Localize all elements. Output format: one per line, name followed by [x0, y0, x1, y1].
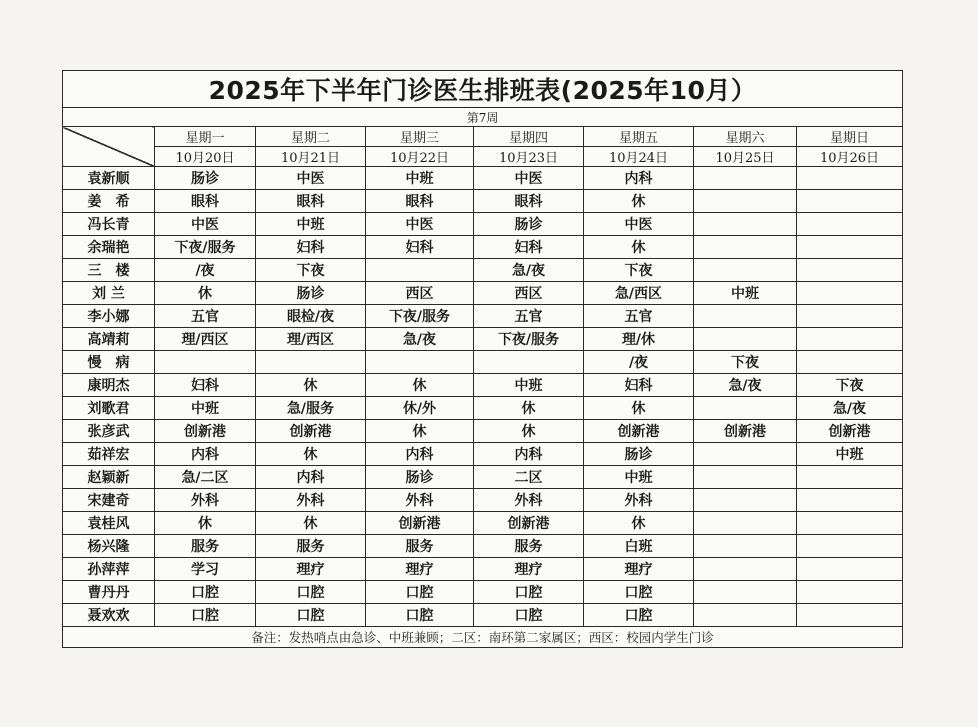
- table-row: [63, 535, 903, 558]
- shift-cell: 眼科: [256, 190, 366, 213]
- date-header: 10月26日: [797, 147, 903, 167]
- table-row: [63, 190, 903, 213]
- date-header: 10月20日: [155, 147, 256, 167]
- weekday-header: 星期一: [155, 127, 256, 147]
- doctor-name: 余瑞艳: [63, 236, 155, 259]
- shift-cell: 创新港: [366, 512, 474, 535]
- date-header: 10月24日: [584, 147, 694, 167]
- table-row: [63, 236, 903, 259]
- weekday-header: 星期三: [366, 127, 474, 147]
- shift-cell: 创新港: [256, 420, 366, 443]
- shift-cell: 急/服务: [256, 397, 366, 420]
- shift-cell: [155, 351, 256, 374]
- shift-cell: 理/西区: [256, 328, 366, 351]
- shift-cell: 中班: [256, 213, 366, 236]
- shift-cell: [797, 305, 903, 328]
- shift-cell: [797, 512, 903, 535]
- shift-cell: 眼检/夜: [256, 305, 366, 328]
- weekday-header: 星期五: [584, 127, 694, 147]
- shift-cell: 服务: [366, 535, 474, 558]
- doctor-name: 康明杰: [63, 374, 155, 397]
- table-row: [63, 466, 903, 489]
- shift-cell: [694, 167, 797, 190]
- shift-cell: 外科: [474, 489, 584, 512]
- doctor-name: 刘歌君: [63, 397, 155, 420]
- shift-cell: 休: [474, 397, 584, 420]
- shift-cell: 白班: [584, 535, 694, 558]
- shift-cell: 口腔: [256, 604, 366, 627]
- shift-cell: 口腔: [155, 604, 256, 627]
- shift-cell: 妇科: [584, 374, 694, 397]
- shift-cell: 休: [584, 190, 694, 213]
- table-row: [63, 512, 903, 535]
- shift-cell: 外科: [366, 489, 474, 512]
- shift-cell: 中医: [155, 213, 256, 236]
- shift-cell: 休/外: [366, 397, 474, 420]
- shift-cell: 急/夜: [797, 397, 903, 420]
- shift-cell: 理疗: [474, 558, 584, 581]
- date-header: 10月21日: [256, 147, 366, 167]
- shift-cell: 中医: [366, 213, 474, 236]
- weekday-header: 星期二: [256, 127, 366, 147]
- doctor-name: 聂欢欢: [63, 604, 155, 627]
- shift-cell: 理/休: [584, 328, 694, 351]
- shift-cell: 创新港: [694, 420, 797, 443]
- shift-cell: 休: [584, 512, 694, 535]
- table-row: [63, 558, 903, 581]
- shift-cell: 肠诊: [256, 282, 366, 305]
- shift-cell: [366, 351, 474, 374]
- shift-cell: [694, 213, 797, 236]
- shift-cell: 眼科: [366, 190, 474, 213]
- date-header: 10月25日: [694, 147, 797, 167]
- doctor-name: 李小娜: [63, 305, 155, 328]
- date-header: 10月23日: [474, 147, 584, 167]
- table-row: [63, 581, 903, 604]
- weekday-header: 星期四: [474, 127, 584, 147]
- shift-cell: [474, 351, 584, 374]
- shift-cell: 口腔: [584, 581, 694, 604]
- shift-cell: 休: [155, 282, 256, 305]
- shift-cell: 肠诊: [474, 213, 584, 236]
- shift-cell: 肠诊: [584, 443, 694, 466]
- shift-cell: [797, 328, 903, 351]
- shift-cell: 急/夜: [694, 374, 797, 397]
- shift-cell: 二区: [474, 466, 584, 489]
- weekday-header: 星期六: [694, 127, 797, 147]
- shift-cell: [797, 535, 903, 558]
- shift-cell: 急/夜: [366, 328, 474, 351]
- shift-cell: 口腔: [155, 581, 256, 604]
- shift-cell: 下夜/服务: [155, 236, 256, 259]
- shift-cell: [797, 558, 903, 581]
- shift-cell: 内科: [366, 443, 474, 466]
- schedule-table: [62, 70, 903, 648]
- table-row: [63, 604, 903, 627]
- shift-cell: 中班: [155, 397, 256, 420]
- shift-cell: [694, 236, 797, 259]
- shift-cell: /夜: [584, 351, 694, 374]
- shift-cell: 下夜: [694, 351, 797, 374]
- shift-cell: 急/夜: [474, 259, 584, 282]
- shift-cell: 五官: [474, 305, 584, 328]
- shift-cell: [694, 328, 797, 351]
- shift-cell: 理/西区: [155, 328, 256, 351]
- table-row: [63, 259, 903, 282]
- table-row: [63, 397, 903, 420]
- shift-cell: 五官: [584, 305, 694, 328]
- week-label: 第7周: [63, 108, 903, 127]
- shift-cell: 创新港: [155, 420, 256, 443]
- table-row: [63, 443, 903, 466]
- shift-cell: 服务: [155, 535, 256, 558]
- shift-cell: 创新港: [797, 420, 903, 443]
- shift-cell: 西区: [474, 282, 584, 305]
- shift-cell: 下夜: [584, 259, 694, 282]
- shift-cell: 外科: [155, 489, 256, 512]
- shift-cell: 内科: [155, 443, 256, 466]
- shift-cell: [256, 351, 366, 374]
- shift-cell: 休: [256, 512, 366, 535]
- shift-cell: 下夜/服务: [366, 305, 474, 328]
- shift-cell: 中班: [797, 443, 903, 466]
- shift-cell: 创新港: [474, 512, 584, 535]
- shift-cell: 西区: [366, 282, 474, 305]
- shift-cell: 内科: [256, 466, 366, 489]
- shift-cell: 口腔: [256, 581, 366, 604]
- shift-cell: 口腔: [584, 604, 694, 627]
- doctor-name: 杨兴隆: [63, 535, 155, 558]
- table-row: [63, 374, 903, 397]
- weekday-header: 星期日: [797, 127, 903, 147]
- shift-cell: 妇科: [366, 236, 474, 259]
- table-row: [63, 489, 903, 512]
- shift-cell: 休: [366, 420, 474, 443]
- shift-cell: 内科: [474, 443, 584, 466]
- shift-cell: [797, 213, 903, 236]
- doctor-name: 袁桂风: [63, 512, 155, 535]
- table-row: [63, 305, 903, 328]
- shift-cell: [797, 581, 903, 604]
- shift-cell: 中班: [366, 167, 474, 190]
- shift-cell: [694, 443, 797, 466]
- shift-cell: 理疗: [366, 558, 474, 581]
- shift-cell: [366, 259, 474, 282]
- shift-cell: [694, 397, 797, 420]
- shift-cell: [797, 351, 903, 374]
- doctor-name: 茹祥宏: [63, 443, 155, 466]
- shift-cell: [694, 604, 797, 627]
- table-title: 2025年下半年门诊医生排班表(2025年10月）: [63, 71, 903, 108]
- shift-cell: 理疗: [256, 558, 366, 581]
- shift-cell: [797, 259, 903, 282]
- shift-cell: [694, 489, 797, 512]
- header-corner: [63, 127, 155, 167]
- shift-cell: 外科: [256, 489, 366, 512]
- table-row: [63, 351, 903, 374]
- shift-cell: 下夜: [797, 374, 903, 397]
- doctor-name: 三 楼: [63, 259, 155, 282]
- doctor-name: 赵颖新: [63, 466, 155, 489]
- shift-cell: 休: [584, 236, 694, 259]
- shift-cell: [694, 581, 797, 604]
- shift-cell: /夜: [155, 259, 256, 282]
- shift-cell: [797, 489, 903, 512]
- doctor-name: 姜 希: [63, 190, 155, 213]
- shift-cell: [694, 305, 797, 328]
- doctor-name: 宋建奇: [63, 489, 155, 512]
- shift-cell: 妇科: [155, 374, 256, 397]
- shift-cell: 休: [256, 374, 366, 397]
- shift-cell: 中医: [584, 213, 694, 236]
- shift-cell: 中班: [584, 466, 694, 489]
- table-row: [63, 420, 903, 443]
- shift-cell: 下夜: [256, 259, 366, 282]
- shift-cell: 肠诊: [366, 466, 474, 489]
- shift-cell: 休: [584, 397, 694, 420]
- table-row: [63, 282, 903, 305]
- shift-cell: [797, 282, 903, 305]
- shift-cell: 中班: [474, 374, 584, 397]
- shift-cell: 服务: [474, 535, 584, 558]
- shift-cell: [694, 558, 797, 581]
- table-row: [63, 213, 903, 236]
- shift-cell: 学习: [155, 558, 256, 581]
- shift-cell: 下夜/服务: [474, 328, 584, 351]
- shift-cell: [694, 190, 797, 213]
- shift-cell: 肠诊: [155, 167, 256, 190]
- shift-cell: [694, 466, 797, 489]
- doctor-name: 高靖莉: [63, 328, 155, 351]
- shift-cell: 内科: [584, 167, 694, 190]
- shift-cell: 休: [474, 420, 584, 443]
- shift-cell: 理疗: [584, 558, 694, 581]
- shift-cell: 中医: [256, 167, 366, 190]
- shift-cell: 妇科: [256, 236, 366, 259]
- shift-cell: [797, 604, 903, 627]
- shift-cell: [797, 466, 903, 489]
- shift-cell: 口腔: [366, 604, 474, 627]
- shift-cell: 休: [256, 443, 366, 466]
- shift-cell: [694, 535, 797, 558]
- table-row: [63, 328, 903, 351]
- doctor-name: 曹丹丹: [63, 581, 155, 604]
- shift-cell: 妇科: [474, 236, 584, 259]
- date-header: 10月22日: [366, 147, 474, 167]
- shift-cell: 眼科: [155, 190, 256, 213]
- doctor-name: 刘 兰: [63, 282, 155, 305]
- table-row: [63, 167, 903, 190]
- shift-cell: [797, 167, 903, 190]
- shift-cell: 口腔: [366, 581, 474, 604]
- doctor-name: 冯长青: [63, 213, 155, 236]
- doctor-name: 张彦武: [63, 420, 155, 443]
- shift-cell: [797, 236, 903, 259]
- shift-cell: 急/二区: [155, 466, 256, 489]
- shift-cell: 急/西区: [584, 282, 694, 305]
- footnote: 备注：发热哨点由急诊、中班兼顾；二区：南环第二家属区；西区：校园内学生门诊: [63, 627, 903, 648]
- doctor-name: 袁新顺: [63, 167, 155, 190]
- shift-cell: 眼科: [474, 190, 584, 213]
- shift-cell: 休: [366, 374, 474, 397]
- doctor-name: 孙萍萍: [63, 558, 155, 581]
- shift-cell: 中班: [694, 282, 797, 305]
- shift-cell: [797, 190, 903, 213]
- shift-cell: 五官: [155, 305, 256, 328]
- shift-cell: [694, 512, 797, 535]
- shift-cell: 中医: [474, 167, 584, 190]
- shift-cell: 服务: [256, 535, 366, 558]
- shift-cell: 休: [155, 512, 256, 535]
- shift-cell: [694, 259, 797, 282]
- shift-cell: 口腔: [474, 604, 584, 627]
- shift-cell: 口腔: [474, 581, 584, 604]
- shift-cell: 外科: [584, 489, 694, 512]
- shift-cell: 创新港: [584, 420, 694, 443]
- doctor-name: 慢 病: [63, 351, 155, 374]
